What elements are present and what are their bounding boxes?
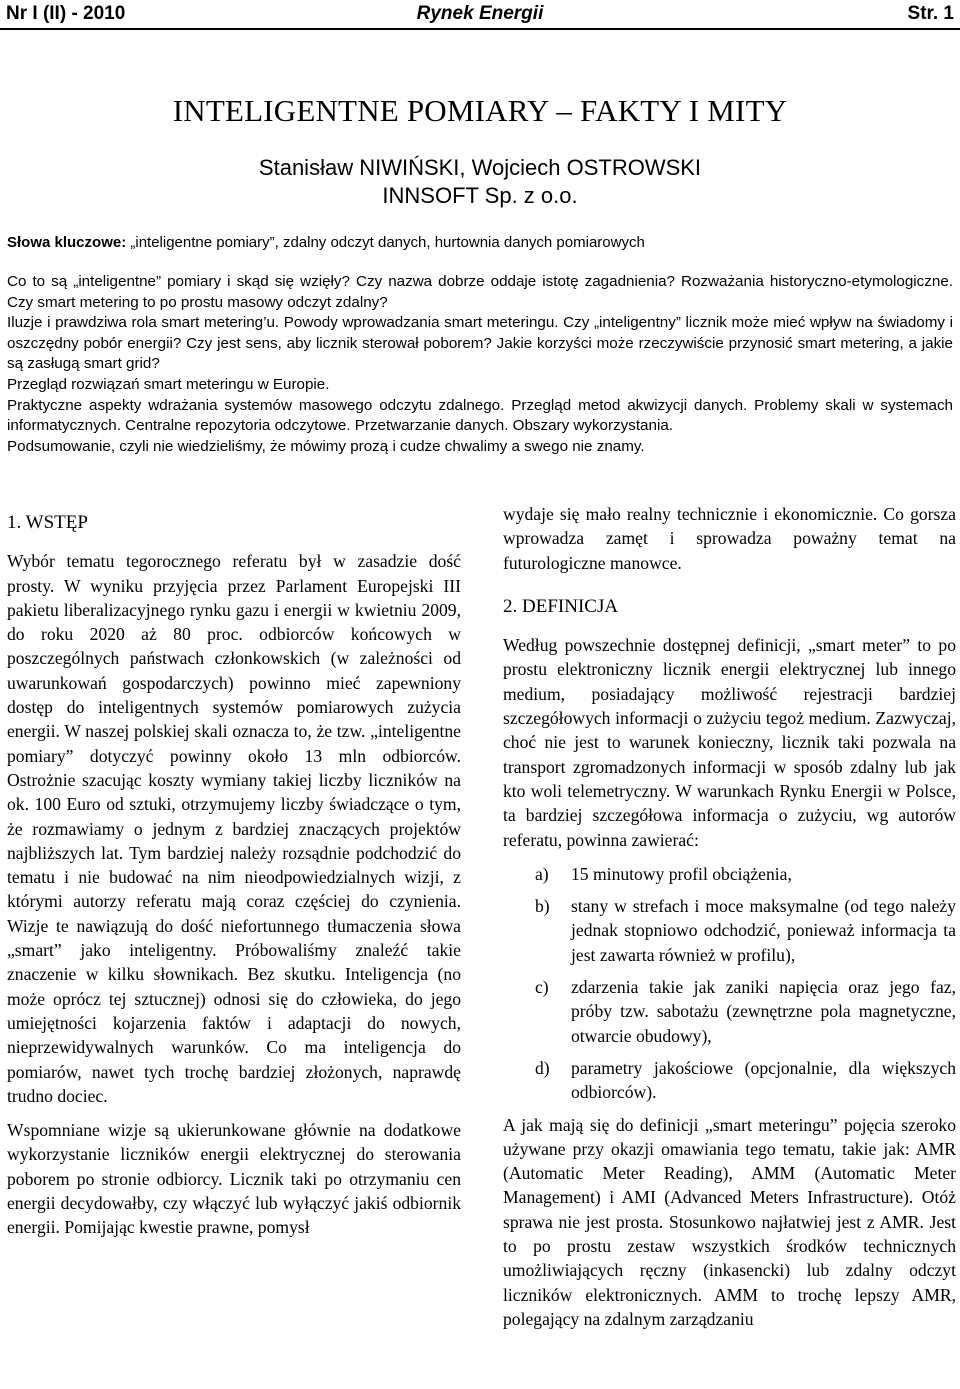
abstract <box>7 272 953 457</box>
definition-paragraph-2: A jak mają się do definicji „smart meteringu” pojęcia szeroko używane przy okazji omawiania tego tematu, takie jak: AMR (Automatic Meter Reading), AMM (Automatic Meter Management) i AMI (Advanced Meters Infrastructure). Otóż sprawa nie jest prosta. Stosunkowo najłatwiej jest z AMR. Jest to po prostu zestaw wszystkich środków technicznych umożliwiających ręczny (inkasencki) lub zdalny odczyt liczników elektronicznych. AMM to trochę lepszy AMR, polegający na zdalnym zarządzaniu <box>503 1114 956 1329</box>
section-heading-intro: 1. WSTĘP <box>7 512 88 533</box>
keywords-text: „inteligentne pomiary”, zdalny odczyt danych, hurtownia danych pomiarowych <box>126 234 645 251</box>
list-item <box>503 1056 956 1105</box>
author-company: INNSOFT Sp. z o.o. <box>382 183 578 208</box>
abstract-paragraph: Iluzje i prawdziwa rola smart metering’u. Powody wprowadzania smart meteringu. Czy „inteligentny” licznik może mieć wpływ na świadomy i oszczędny pobór energii? Czy jest sens, aby licznik sterował poborem? Jakie korzyści może rzeczywiście przynosić smart metering, a jakie są zasługą smart grid? <box>7 314 953 373</box>
issue-number: Nr I (II) - 2010 <box>6 3 126 24</box>
header-rule <box>0 28 960 30</box>
abstract-paragraph: Podsumowanie, czyli nie wiedzieliśmy, że mówimy prozą i cudze chwalimy a swego nie znamy. <box>7 437 645 455</box>
section-heading-definition: 2. DEFINICJA <box>503 595 619 617</box>
list-item <box>503 894 956 967</box>
page-number: Str. 1 <box>907 3 954 24</box>
definition-paragraph: Według powszechnie dostępnej definicji, „smart meter” to po prostu elektroniczny licznik energii elektrycznej lub innego medium, posiadający możliwość rejestracji bardziej szczegółowych informacji o zużyciu tegoż medium. Zazwyczaj, choć nie jest to warunek konieczny, licznik taki pozwala na transport zgromadzonych informacji w sposób zdalny lub jak kto woli telemetryczny. W warunkach Rynku Energii w Polsce, ta bardziej szczegółowa informacja o zużyciu, wg autorów referatu, powinna zawierać: <box>503 635 956 850</box>
author-names: Stanisław NIWIŃSKI, Wojciech OSTROWSKI <box>258 155 702 180</box>
abstract-paragraph: Praktyczne aspekty wdrażania systemów masowego odczytu zdalnego. Przegląd metod akwizycji danych. Problemy skali w systemach informatycznych. Centralne repozytoria odczytowe. Przetwarzanie danych. Obszary wykorzystania. <box>7 396 953 435</box>
keywords-line <box>7 233 953 253</box>
list-item <box>503 975 956 1048</box>
continued-paragraph: wydaje się mało realny technicznie i ekonomicznie. Co gorsza wprowadza zamęt i sprowadza poważny temat na futurologiczne manowce. <box>503 504 956 573</box>
article-title: INTELIGENTNE POMIARY – FAKTY I MITY <box>172 93 788 128</box>
list-marker: a) <box>535 863 549 884</box>
right-column <box>503 502 956 1331</box>
authors-block <box>0 154 960 210</box>
list-item <box>503 862 956 886</box>
list-item-text: 15 minutowy profil obciążenia, <box>571 863 792 884</box>
definition-list <box>503 862 956 1105</box>
list-marker: d) <box>535 1057 550 1078</box>
left-column <box>7 511 461 1240</box>
abstract-paragraph: Przegląd rozwiązań smart meteringu w Europie. <box>7 375 330 393</box>
page-header <box>0 0 960 30</box>
list-marker: c) <box>535 977 549 998</box>
intro-paragraph: Wybór tematu tegorocznego referatu był w zasadzie dość prosty. W wyniku przyjęcia przez Parlament Europejski III pakietu liberalizacyjnego rynku gazu i energii w kwietniu 2009, do roku 2020 aż 80 proc. odbiorców końcowych w poszczególnych państwach członkowskich (w zależności od uwarunkowań gospodarczych) powinno mieć zapewniony dostęp do inteligentnych systemów pomiarowych zużycia energii. W naszej polskiej skali oznacza to, że tzw. „inteligentne pomiary” dotyczyć powinny około 13 mln odbiorców. Ostrożnie szacując koszty wymiany takiej liczby liczników na ok. 100 Euro od sztuki, otrzymujemy liczby świadczące o tym, że rozmawiamy o jednym z bardziej znaczących projektów najbliższych lat. Tym bardziej należy rozsądnie podchodzić do tematu i nie budować na nim nieodpowiedzialnych wizji, z którymi autorzy referatu mają coraz częściej do czynienia. Wizje te nawiązują do dość niefortunnego tłumaczenia słowa „smart” jako inteligentny. Próbowaliśmy znaleźć takie znaczenie w kilku słownikach. Bez skutku. Inteligencja (no może oprócz tej sztucznej) odnosi się do człowieka, do jego umiejętności kojarzenia faktów i adaptacji do nowych, nieprzewidywalnych warunków. Co ma inteligencja do pomiarów, nawet tych trochę bardziej złożonych, naprawdę trudno dociec. <box>7 551 461 1106</box>
intro-paragraph-2: Wspomniane wizje są ukierunkowane głównie na dodatkowe wykorzystanie liczników energii elektrycznej do sterowania poborem po stronie odbiorcy. Licznik taki po otrzymaniu cen energii decydowałby, czy włączyć lub wyłączyć jakiś odbiornik energii. Pomijając kwestie prawne, pomysł <box>7 1120 461 1238</box>
abstract-paragraph: Co to są „inteligentne” pomiary i skąd się wzięły? Czy nazwa dobrze oddaje istotę zagadnienia? Rozważania historyczno-etymologiczne. Czy smart metering to po prostu masowy odczyt zdalny? <box>7 273 953 311</box>
list-item-text: stany w strefach i moce maksymalne (od tego należy jednak stopniowo odchodzić, ponieważ informacja ta jest zawarta również w profilu), <box>571 896 956 965</box>
list-item-text: zdarzenia takie jak zaniki napięcia oraz jego faz, próby tzw. sabotażu (zewnętrzne pola magnetyczne, otwarcie obudowy), <box>571 977 956 1046</box>
journal-name: Rynek Energii <box>416 3 544 24</box>
keywords-label: Słowa kluczowe: <box>7 234 127 251</box>
list-item-text: parametry jakościowe (opcjonalnie, dla większych odbiorców). <box>571 1057 956 1103</box>
list-marker: b) <box>535 896 550 917</box>
